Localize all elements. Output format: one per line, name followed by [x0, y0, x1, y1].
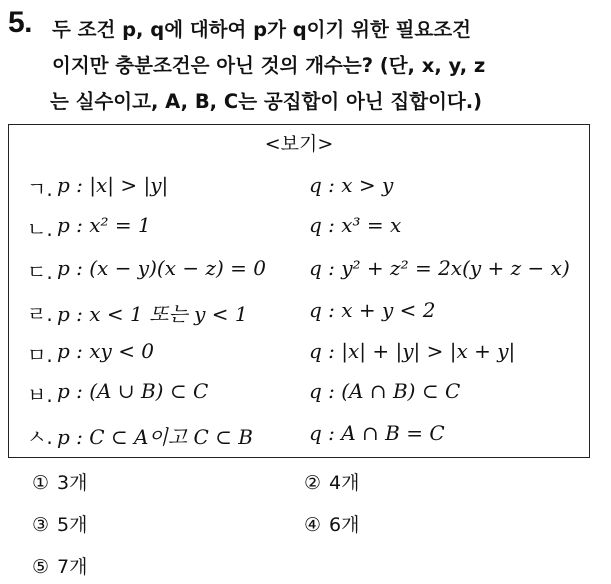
item-label: ㅅ. [27, 425, 53, 449]
item-label: ㅁ. [27, 343, 53, 367]
question-line-3: 는 실수이고, A, B, C는 공집합이 아닌 집합이다.) [50, 90, 483, 113]
item-label: ㄴ. [27, 217, 53, 241]
condition-q: q : y² + z² = 2x(y + z − x) [309, 256, 570, 280]
condition-q: q : x > y [309, 173, 394, 197]
choice-text: 4개 [329, 472, 360, 494]
choice-number: ④ [304, 514, 322, 536]
choice-text: 5개 [57, 514, 88, 536]
item-label: ㄱ. [27, 177, 53, 201]
choice-2[interactable] [304, 468, 360, 495]
question-line-1: 두 조건 p, q에 대하여 p가 q이기 위한 필요조건 [52, 18, 471, 41]
condition-p: p : xy < 0 [57, 339, 155, 363]
condition-p: p : C ⊂ A이고 C ⊂ B [57, 425, 253, 449]
choice-text: 6개 [329, 514, 360, 536]
bogi-item [27, 421, 587, 455]
bogi-item [27, 173, 587, 207]
condition-p: p : (A ∪ B) ⊂ C [57, 379, 209, 403]
question-line-2: 이지만 충분조건은 아닌 것의 개수는? (단, x, y, z [52, 54, 486, 77]
bogi-item [27, 339, 587, 373]
choice-3[interactable] [32, 510, 88, 537]
condition-q: q : x + y < 2 [309, 298, 436, 322]
choice-number: ② [304, 472, 322, 494]
choice-number: ① [32, 472, 50, 494]
condition-q: q : A ∩ B = C [309, 421, 445, 445]
bogi-item [27, 213, 587, 247]
item-label: ㅂ. [27, 383, 53, 407]
item-label: ㄹ. [27, 302, 53, 326]
choice-number: ⑤ [32, 556, 50, 578]
choice-4[interactable] [304, 510, 360, 537]
bogi-item [27, 298, 587, 332]
condition-q: q : x³ = x [309, 213, 402, 237]
choice-5[interactable] [32, 552, 88, 579]
item-label: ㄷ. [27, 260, 53, 284]
condition-q: q : (A ∩ B) ⊂ C [309, 379, 461, 403]
choice-number: ③ [32, 514, 50, 536]
bogi-title: <보기> [264, 133, 334, 155]
bogi-box [8, 124, 590, 458]
choice-text: 3개 [57, 472, 88, 494]
choice-1[interactable] [32, 468, 88, 495]
condition-p: p : x² = 1 [57, 213, 151, 237]
question-number: 5. [8, 6, 33, 39]
bogi-item [27, 256, 587, 290]
condition-p: p : (x − y)(x − z) = 0 [57, 256, 267, 280]
bogi-item [27, 379, 587, 413]
condition-p: p : x < 1 또는 y < 1 [57, 302, 248, 326]
condition-q: q : |x| + |y| > |x + y| [309, 339, 516, 363]
choice-text: 7개 [57, 556, 88, 578]
condition-p: p : |x| > |y| [57, 173, 169, 197]
